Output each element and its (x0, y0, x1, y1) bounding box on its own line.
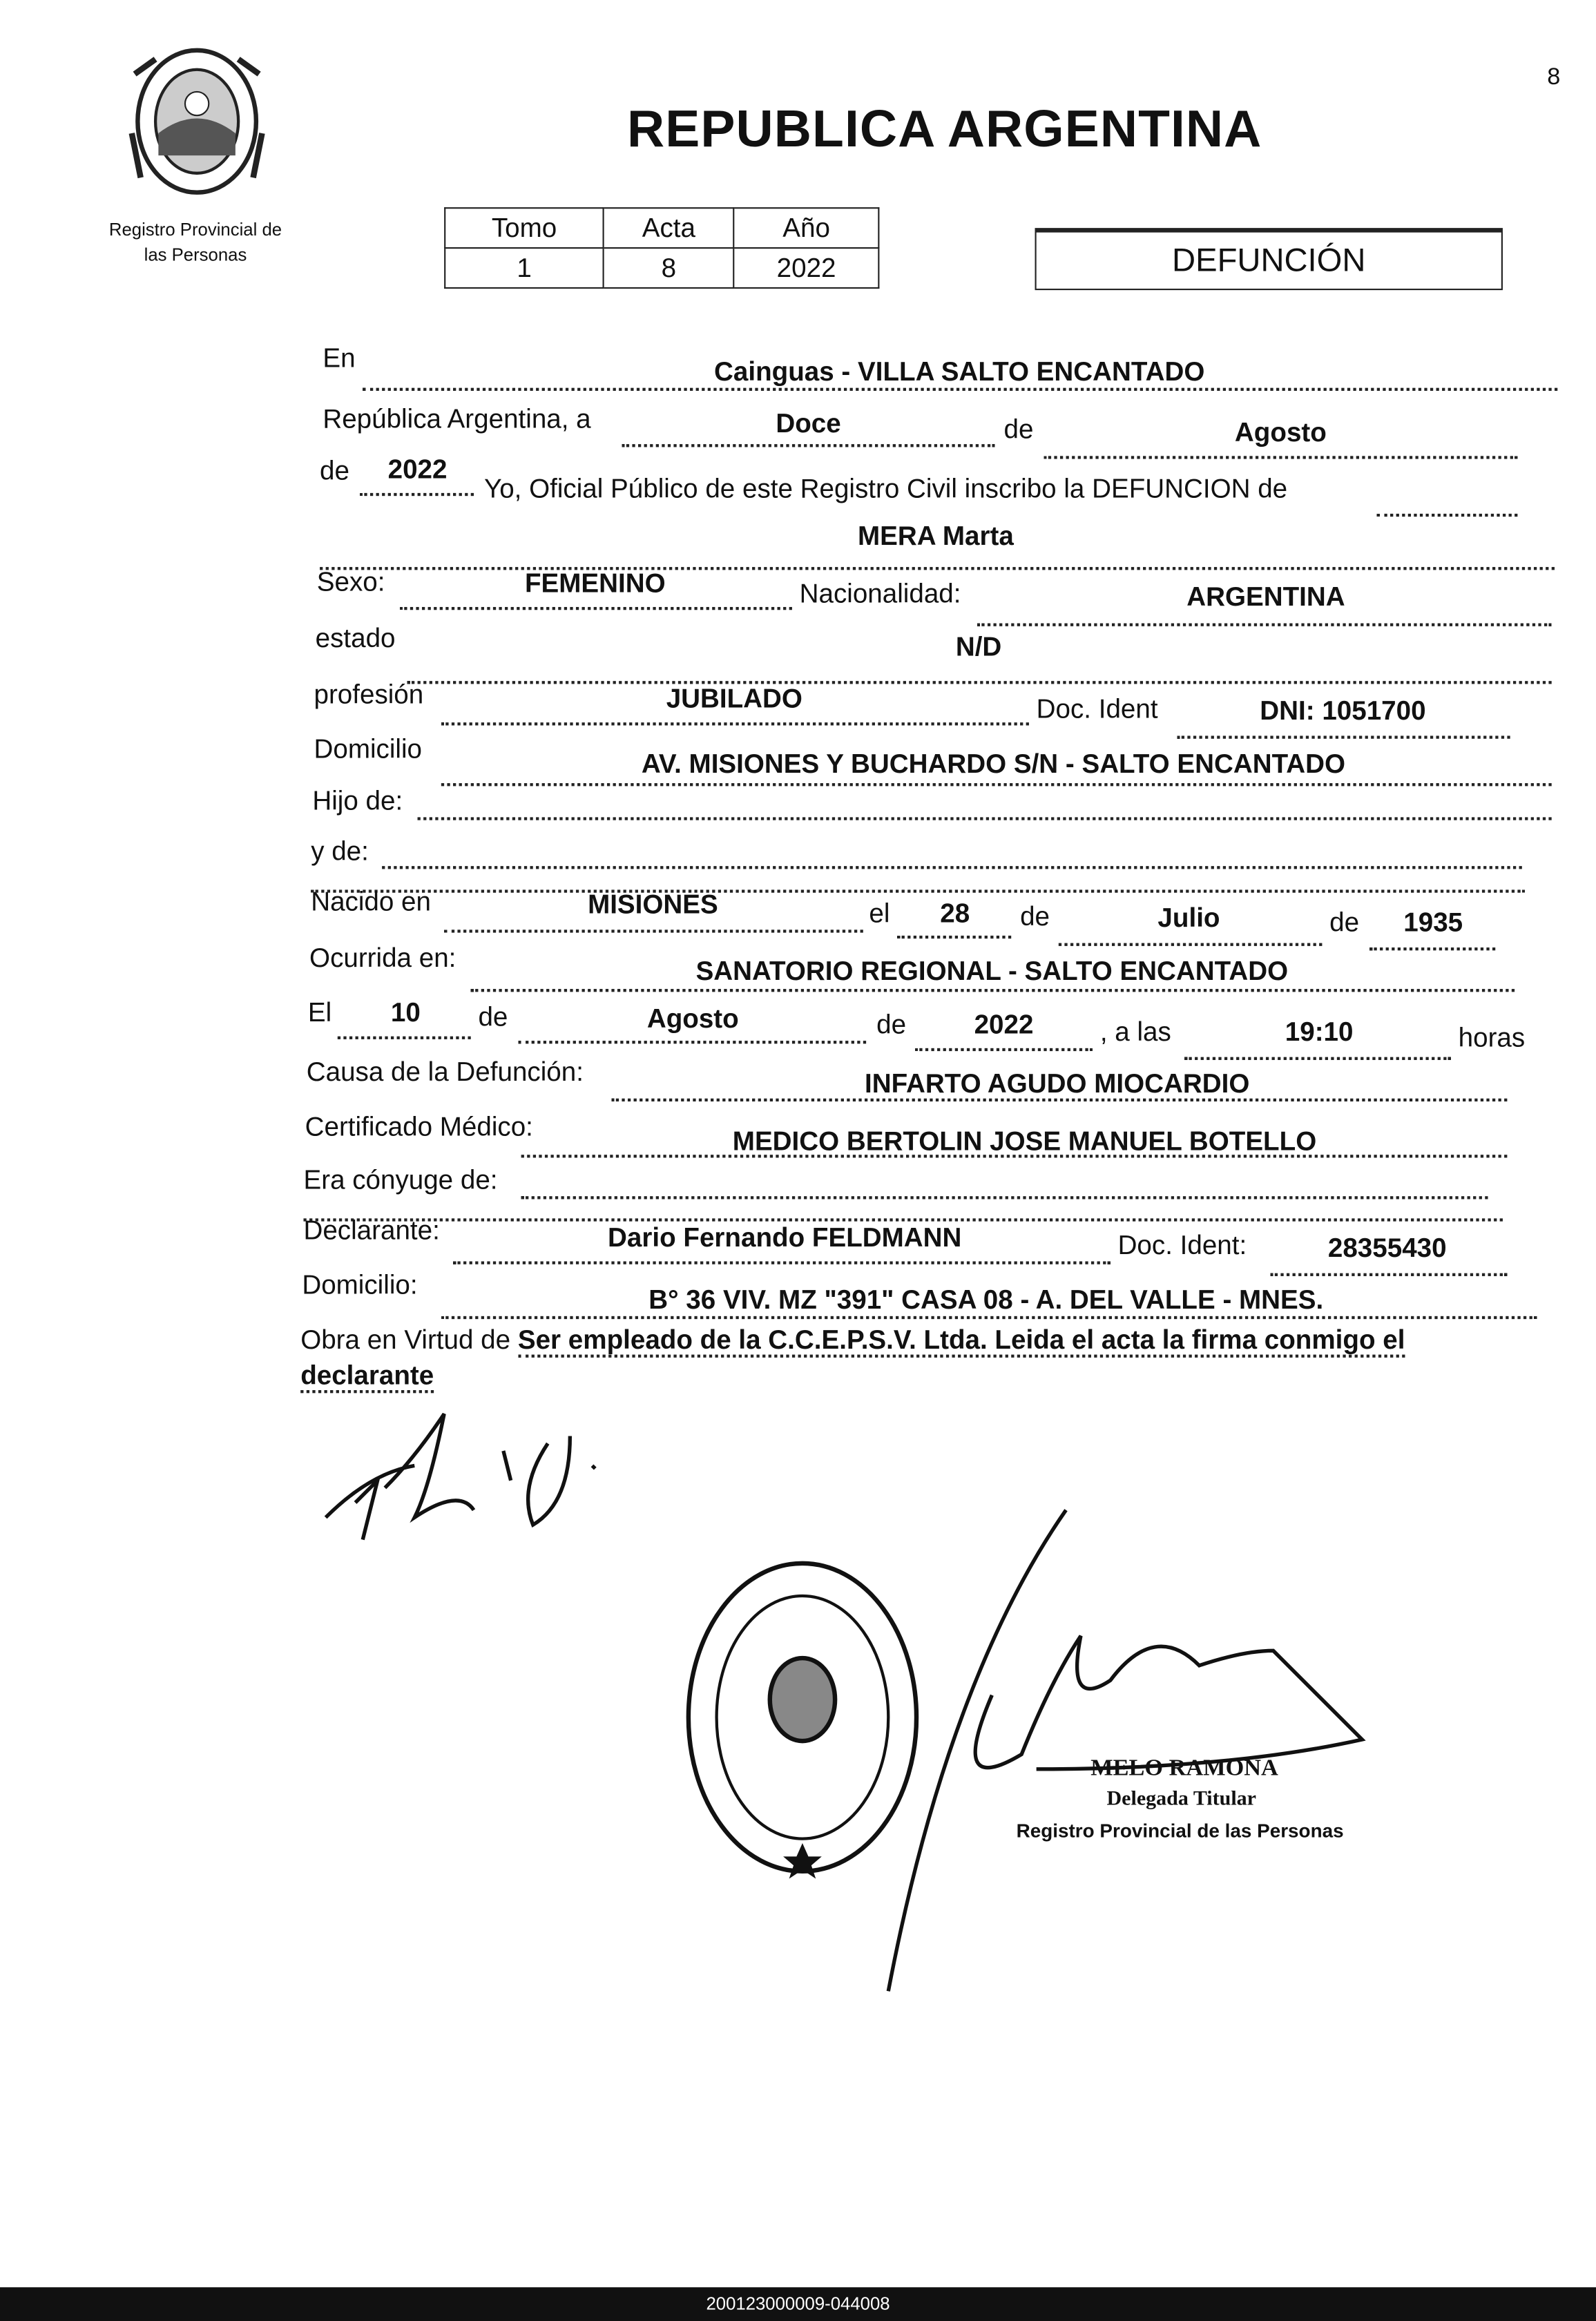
dotted-line (1044, 456, 1517, 459)
decl-label: Declarante: (303, 1215, 440, 1245)
registry-name (77, 218, 314, 268)
death-month-value: Agosto (646, 1003, 739, 1034)
horas-label: horas (1458, 1023, 1526, 1053)
registry-line-1: Registro Provincial de (108, 219, 282, 240)
dotted-line (320, 567, 1555, 570)
dotted-line (897, 936, 1011, 938)
decl-doc-value: 28355430 (1327, 1233, 1447, 1263)
de1: de (1003, 414, 1034, 445)
de3: de (1020, 901, 1050, 932)
el-label: el (869, 898, 890, 929)
hijo-label: Hijo de: (312, 786, 403, 816)
official-name: MELO RAMONA (1090, 1755, 1278, 1781)
decl-doc-label: Doc. Ident: (1117, 1230, 1247, 1260)
causa-value: INFARTO AGUDO MIOCARDIO (864, 1068, 1250, 1099)
dotted-line (441, 722, 1029, 725)
rep-label: República Argentina, a (323, 404, 591, 434)
de6: de (876, 1010, 907, 1039)
birth-day-value: 28 (940, 898, 970, 929)
nacido-value: MISIONES (588, 889, 718, 920)
obra-field (300, 1322, 1544, 1393)
profesion-value: JUBILADO (666, 684, 802, 714)
death-day-value: 10 (390, 997, 421, 1028)
domicilio-value: AV. MISIONES Y BUCHARDO S/N - SALTO ENCANTADO (641, 749, 1346, 779)
dotted-line (400, 607, 792, 610)
estado-label: estado (315, 623, 396, 653)
obra-label: Obra en Virtud de (300, 1325, 511, 1355)
deceased-value: MERA Marta (857, 521, 1014, 551)
dom-label: Domicilio (314, 734, 423, 764)
dotted-line (360, 493, 474, 496)
act-type-box: DEFUNCIÓN (1035, 228, 1503, 290)
alas-label: , a las (1099, 1017, 1171, 1047)
dotted-line (1270, 1273, 1507, 1276)
nac-label: Nacionalidad: (799, 579, 961, 609)
dotted-line (382, 866, 1522, 869)
prof-label: profesión (314, 680, 424, 709)
ocurrida-value: SANATORIO REGIONAL - SALTO ENCANTADO (695, 956, 1289, 986)
dotted-line (622, 444, 994, 447)
day-words-value: Doce (776, 408, 841, 439)
declarant-signature (311, 1399, 607, 1547)
nacido-label: Nacido en (311, 887, 431, 917)
birth-year-value: 1935 (1403, 907, 1463, 938)
ocurrida-label: Ocurrida en: (309, 943, 456, 973)
death-time-value: 19:10 (1285, 1017, 1354, 1047)
en-label: En (323, 343, 356, 374)
birth-month-value: Julio (1157, 903, 1220, 933)
El-label: El (307, 997, 332, 1028)
dotted-line (1377, 514, 1518, 517)
doc-value: DNI: 1051700 (1260, 695, 1426, 726)
dotted-line (338, 1037, 471, 1039)
yde-label: y de: (311, 836, 369, 867)
tomo-value: 1 (445, 248, 604, 288)
declarante-value: Dario Fernando FELDMANN (608, 1222, 962, 1253)
official-signature (858, 1503, 1376, 2006)
col-header: Tomo (445, 208, 604, 248)
nacionalidad-value: ARGENTINA (1186, 581, 1345, 612)
col-header: Acta (604, 208, 734, 248)
dotted-line (444, 930, 863, 932)
de2: de (320, 456, 350, 486)
province-logo-icon (126, 44, 268, 200)
dotted-line (518, 1041, 866, 1043)
estado-value: N/D (955, 632, 1002, 662)
year-value: 2022 (387, 454, 448, 485)
dotted-line (1059, 943, 1323, 946)
de4: de (1329, 907, 1360, 938)
registry-line-2: las Personas (144, 244, 247, 265)
sexo-value: FEMENINO (524, 568, 666, 599)
place-value: Cainguas - VILLA SALTO ENCANTADO (714, 356, 1205, 387)
acta-value: 8 (604, 248, 734, 288)
dotted-line (471, 989, 1515, 992)
dotted-line (311, 889, 1525, 892)
official-org: Registro Provincial de las Personas (1016, 1819, 1344, 1842)
dotted-line (1177, 735, 1510, 738)
doc-label: Doc. Ident (1036, 694, 1158, 724)
dotted-line (521, 1196, 1488, 1199)
book-table (444, 207, 879, 289)
dotted-line (407, 681, 1552, 684)
decl-dom-label: Domicilio: (302, 1270, 418, 1300)
dotted-line (915, 1048, 1093, 1051)
official-role: Delegada Titular (1106, 1788, 1257, 1811)
conyuge-label: Era cónyuge de: (303, 1165, 498, 1195)
ano-value: 2022 (734, 248, 878, 288)
page-number: 8 (1547, 65, 1561, 90)
inscribo-text: Yo, Oficial Público de este Registro Civil inscribo la DEFUNCION de (484, 474, 1288, 503)
certificado-value: MEDICO BERTOLIN JOSE MANUEL BOTELLO (732, 1126, 1317, 1157)
causa-label: Causa de la Defunción: (306, 1057, 584, 1087)
col-header: Año (734, 208, 878, 248)
de5: de (478, 1002, 508, 1032)
sexo-label: Sexo: (316, 567, 385, 597)
dotted-line (418, 817, 1552, 820)
dotted-line (1369, 947, 1495, 950)
dotted-line (1184, 1057, 1451, 1060)
document-code: 200123000009-044008 (0, 2287, 1596, 2321)
dotted-line (977, 624, 1552, 626)
decl-domicilio-value: B° 36 VIV. MZ "391" CASA 08 - A. DEL VALLE - MNES. (648, 1284, 1324, 1315)
dotted-line (441, 783, 1552, 786)
death-year-value: 2022 (974, 1010, 1034, 1039)
dotted-line (363, 388, 1557, 391)
cert-label: Certificado Médico: (305, 1111, 533, 1142)
dotted-line (441, 1316, 1537, 1319)
dotted-line (453, 1262, 1111, 1264)
page-title: REPUBLICA ARGENTINA (627, 100, 1262, 159)
obra-value: Ser empleado de la C.C.E.P.S.V. Ltda. Leida el acta la firma conmigo el declarante (300, 1325, 1405, 1394)
month-value: Agosto (1234, 417, 1327, 447)
